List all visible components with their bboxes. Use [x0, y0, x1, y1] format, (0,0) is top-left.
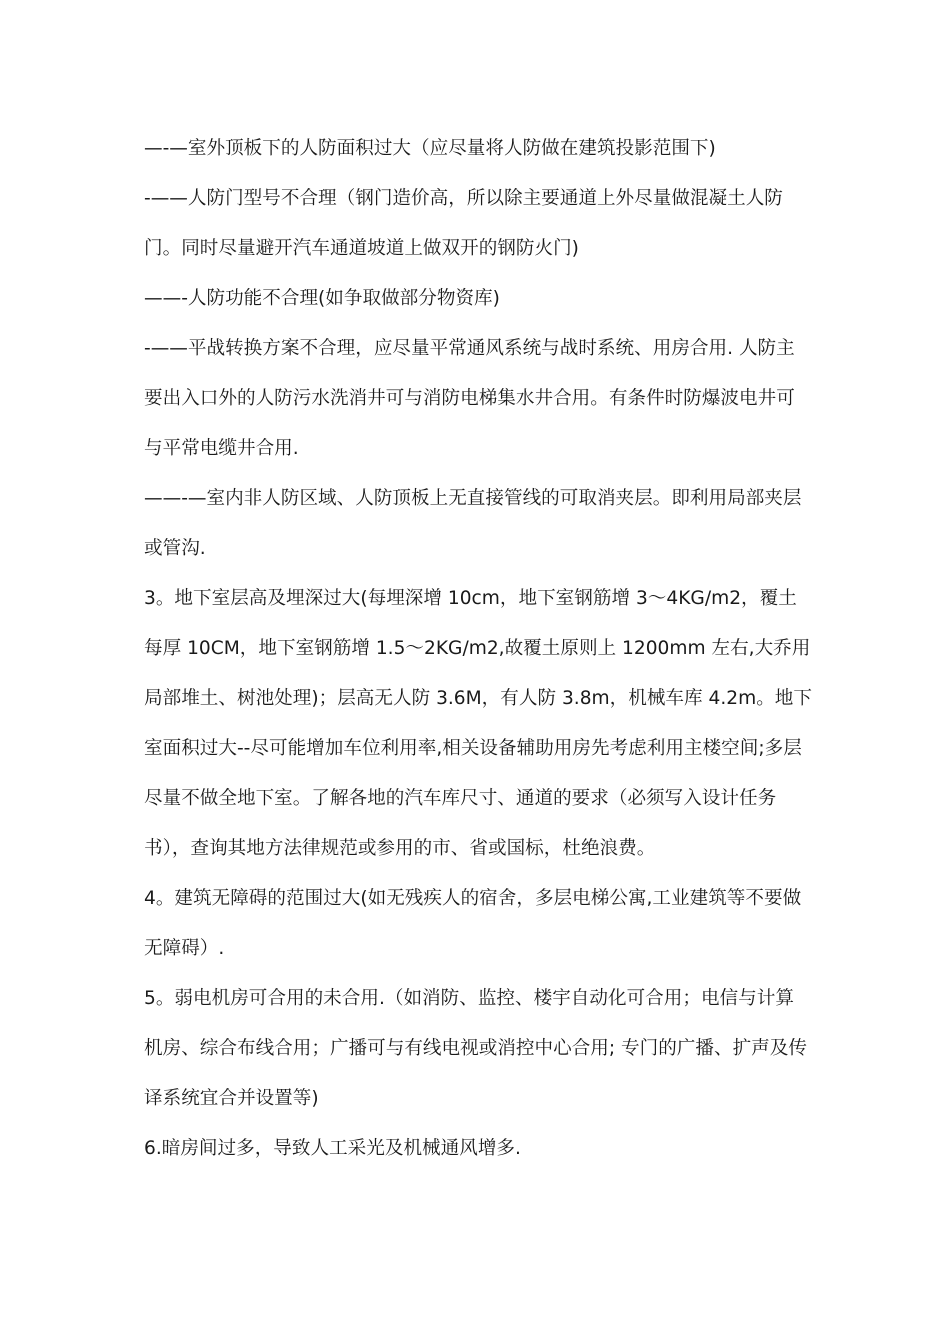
paragraph-weak-current-room: 5。弱电机房可合用的未合用.（如消防、监控、楼宇自动化可合用；电信与计算机房、综合布线合用；广播可与有线电视或消控中心合用; 专门的广播、扩声及传译系统宜合并设置等)	[144, 988, 807, 1109]
paragraph-peace-war-conversion: -——平战转换方案不合理，应尽量平常通风系统与战时系统、用房合用. 人防主要出入口外的人防污水洗消井可与消防电梯集水井合用。有条件时防爆波电井可与平常电缆井合用.	[144, 338, 795, 459]
paragraph-civil-defense-door: -——人防门型号不合理（钢门造价高，所以除主要通道上外尽量做混凝土人防门。同时尽量避开汽车通道坡道上做双开的钢防火门)	[144, 188, 783, 259]
paragraph-accessibility: 4。建筑无障碍的范围过大(如无残疾人的宿舍，多层电梯公寓,工业建筑等不要做无障碍）.	[144, 888, 802, 959]
paragraph-basement-height: 3。地下室层高及埋深过大(每埋深增 10cm，地下室钢筋增 3～4KG/m2，覆土每厚 10CM，地下室钢筋增 1.5～2KG/m2,故覆土原则上 1200mm 左右,大乔用局部堆土、树池处理)；层高无人防 3.6M，有人防 3.8m，机械车库 4.2m。地下室面积过大--尽可能增加车位利用率,相关设备辅助用房先考虑利用主楼空间;多层尽量不做全地下室。了解各地的汽车库尺寸、通道的要求（必须写入设计任务书），查询其地方法律规范或参用的市、省或国标，杜绝浪费。	[144, 588, 812, 859]
paragraph-civil-defense-function: ——-人防功能不合理(如争取做部分物资库)	[144, 288, 500, 309]
paragraph-interlayer: ——-—室内非人防区域、人防顶板上无直接管线的可取消夹层。即利用局部夹层或管沟.	[144, 488, 802, 559]
document-body	[144, 124, 812, 1174]
paragraph-dark-rooms: 6.暗房间过多，导致人工采光及机械通风增多.	[144, 1138, 521, 1159]
paragraph-civil-defense-area: —-—室外顶板下的人防面积过大（应尽量将人防做在建筑投影范围下)	[144, 138, 716, 159]
